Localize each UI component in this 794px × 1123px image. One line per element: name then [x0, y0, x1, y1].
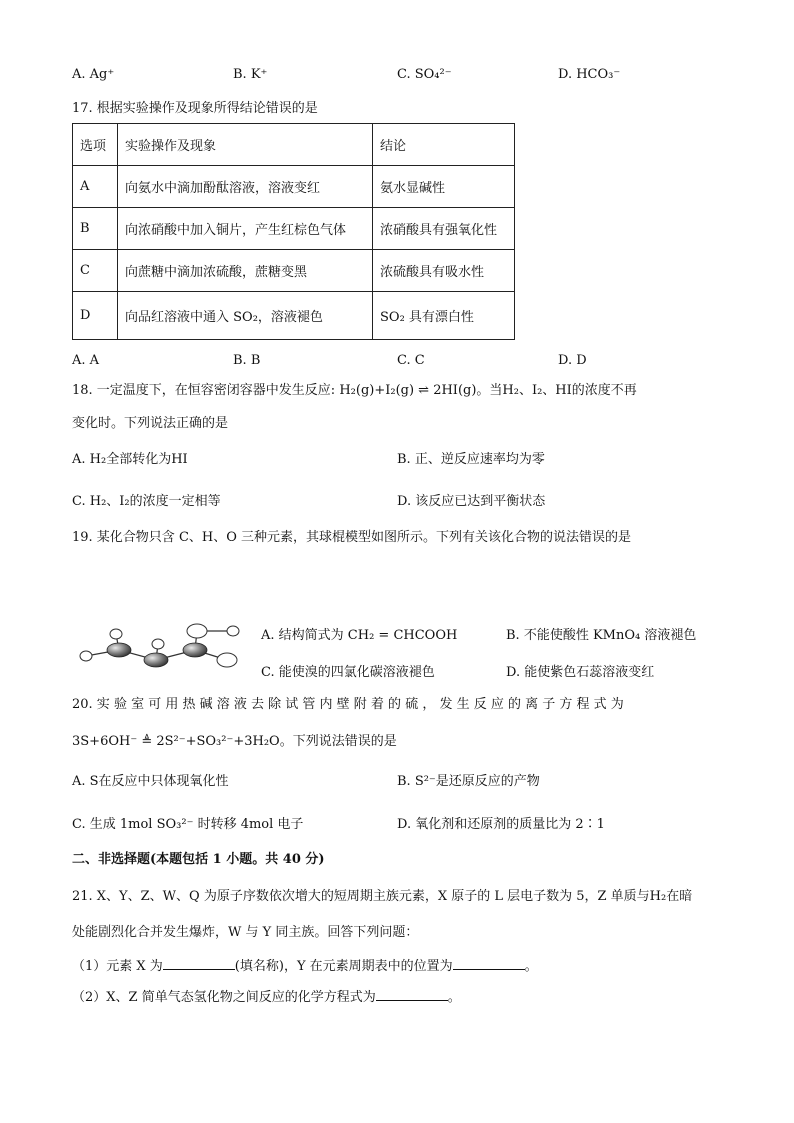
- table-row: [73, 292, 515, 340]
- table-cell: 向氨水中滴加酚酞溶液，溶液变红: [118, 166, 373, 208]
- table-cell: SO₂ 具有漂白性: [373, 292, 515, 340]
- q21-part1-text: (填名称)，Y 在元素周期表中的位置为: [234, 959, 453, 974]
- table-cell: 向浓硝酸中加入铜片，产生红棕色气体: [118, 208, 373, 250]
- table-header-row: [73, 124, 515, 166]
- table-cell: 向蔗糖中滴加浓硫酸，蔗糖变黑: [118, 250, 373, 292]
- q21-part2-text: （2）X、Z 简单气态氢化物之间反应的化学方程式为: [72, 990, 376, 1005]
- table-header-cell: 实验操作及现象: [118, 124, 373, 166]
- q20-option-d: D. 氧化剂和还原剂的质量比为 2∶1: [397, 817, 605, 832]
- q16-option-c: C. SO₄²⁻: [397, 67, 452, 82]
- table-row: [73, 166, 515, 208]
- answer-blank[interactable]: [163, 957, 235, 970]
- carbon-atom: [144, 653, 168, 667]
- table-cell: B: [73, 208, 118, 250]
- q21-part2-text: 。: [447, 990, 461, 1005]
- answer-blank[interactable]: [453, 957, 525, 970]
- q19-option-d: D. 能使紫色石蕊溶液变红: [506, 665, 655, 680]
- q17-table: [72, 123, 515, 340]
- q17-stem: 17. 根据实验操作及现象所得结论错误的是: [72, 101, 318, 116]
- q21-stem-line2: 处能剧烈化合并发生爆炸，W 与 Y 同主族。回答下列问题：: [72, 925, 419, 940]
- q21-stem-line1: 21. X、Y、Z、W、Q 为原子序数依次增大的短周期主族元素，X 原子的 L 层电子数为 5，Z 单质与H₂在暗: [72, 889, 693, 904]
- q21-part1-text: （1）元素 X 为: [72, 959, 163, 974]
- ball-stick-model-figure: [72, 618, 250, 678]
- q19-option-a: A. 结构简式为 CH₂ = CHCOOH: [261, 628, 458, 643]
- table-row: [73, 208, 515, 250]
- answer-blank[interactable]: [376, 988, 448, 1001]
- table-cell: 浓硝酸具有强氧化性: [373, 208, 515, 250]
- hydrogen-atom: [227, 626, 239, 636]
- q18-option-a: A. H₂全部转化为HI: [72, 452, 188, 467]
- q19-option-b: B. 不能使酸性 KMnO₄ 溶液褪色: [506, 628, 697, 643]
- table-cell: 向品红溶液中通入 SO₂，溶液褪色: [118, 292, 373, 340]
- table-row: [73, 250, 515, 292]
- table-cell: 氨水显碱性: [373, 166, 515, 208]
- q21-part1-text: 。: [524, 959, 538, 974]
- q18-option-b: B. 正、逆反应速率均为零: [397, 452, 545, 467]
- carbon-atom: [183, 643, 207, 657]
- q18-option-c: C. H₂、I₂的浓度一定相等: [72, 494, 221, 509]
- q17-option-b: B. B: [233, 353, 261, 368]
- q16-option-b: B. K⁺: [233, 67, 268, 82]
- q20-option-a: A. S在反应中只体现氧化性: [72, 774, 229, 789]
- q21-part1: [72, 957, 538, 976]
- q17-option-c: C. C: [397, 353, 425, 368]
- oxygen-atom: [187, 624, 207, 638]
- oxygen-atom: [217, 653, 237, 667]
- table-header-cell: 选项: [73, 124, 118, 166]
- q18-stem-line1: 18. 一定温度下，在恒容密闭容器中发生反应: H₂(g)+I₂(g) ⇌ 2HI(g)。当H₂、I₂、HI的浓度不再: [72, 383, 637, 398]
- table-cell: C: [73, 250, 118, 292]
- q20-stem-line1: 20. 实 验 室 可 用 热 碱 溶 液 去 除 试 管 内 壁 附 着 的 硫 ， 发 生 反 应 的 离 子 方 程 式 为: [72, 697, 624, 712]
- table-cell: A: [73, 166, 118, 208]
- q16-option-a: A. Ag⁺: [72, 67, 115, 82]
- hydrogen-atom: [110, 629, 122, 639]
- q19-option-c: C. 能使溴的四氯化碳溶液褪色: [261, 665, 435, 680]
- section-heading: 二、非选择题(本题包括 1 小题。共 40 分): [72, 852, 325, 867]
- q18-stem-line2: 变化时。下列说法正确的是: [72, 416, 229, 431]
- q20-option-b: B. S²⁻是还原反应的产物: [397, 774, 540, 789]
- carbon-atom: [107, 643, 131, 657]
- q19-stem: 19. 某化合物只含 C、H、O 三种元素，其球棍模型如图所示。下列有关该化合物的说法错误的是: [72, 530, 632, 545]
- hydrogen-atom: [152, 639, 164, 649]
- q17-option-a: A. A: [72, 353, 100, 368]
- q20-option-c: C. 生成 1mol SO₃²⁻ 时转移 4mol 电子: [72, 817, 304, 832]
- table-cell: D: [73, 292, 118, 340]
- table-header-cell: 结论: [373, 124, 515, 166]
- hydrogen-atom: [80, 651, 92, 661]
- q18-option-d: D. 该反应已达到平衡状态: [397, 494, 546, 509]
- q21-part2: [72, 988, 461, 1007]
- q16-option-d: D. HCO₃⁻: [558, 67, 621, 82]
- q20-stem-line2: 3S+6OH⁻ ≜ 2S²⁻+SO₃²⁻+3H₂O。下列说法错误的是: [72, 734, 397, 749]
- q17-option-d: D. D: [558, 353, 587, 368]
- table-cell: 浓硫酸具有吸水性: [373, 250, 515, 292]
